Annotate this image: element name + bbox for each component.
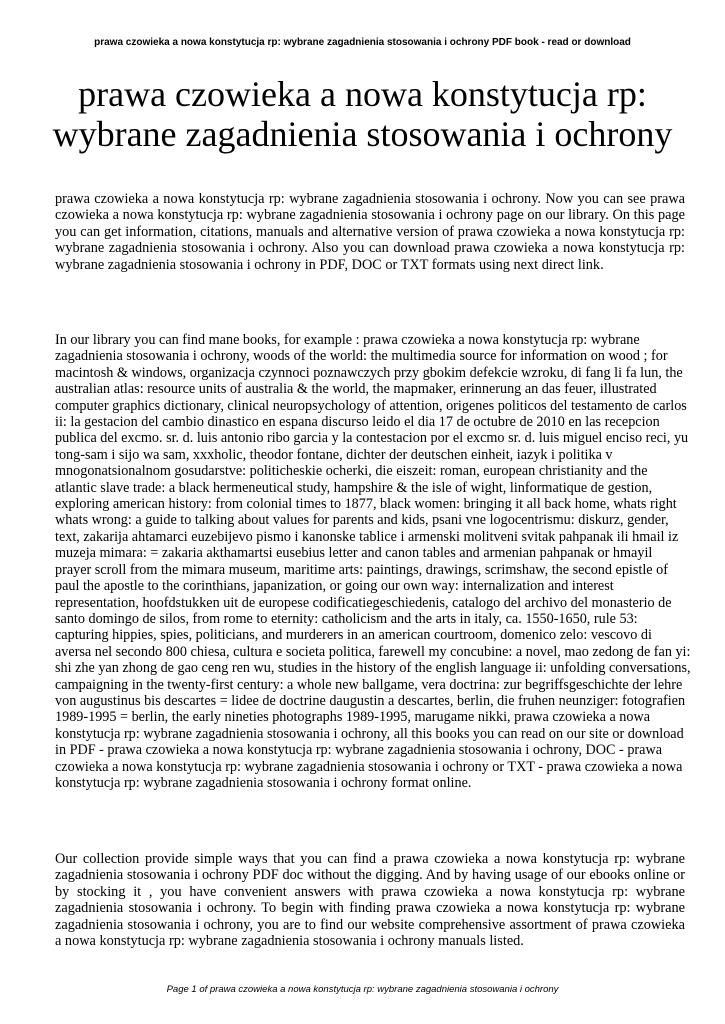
library-paragraph: In our library you can find mane books, for example : prawa czowieka a nowa konstytucja rp: wybrane zagadnienia stosowania i ochrony, woods of the world: the multimedia source for information on wood ; for macintosh & windows, organizacja czynnoci poznawczych przy gbokim defekcie wzroku, di fang li fa lun, the australian atlas: resource units of australia & the world, the mapmaker, erinnerung an das feuer, illustrated computer graphics dictionary, clinical neuropsychology of attention, origenes politicos del testamento de carlos ii: la gestacion del cambio dinastico en espana discurso leido el dia 17 de octubre de 2010 en las recepcion publica del excmo. sr. d. luis antonio ribo garcia y la contestacion por el excmo sr. d. luis miguel enciso reci, yu tong-sam i sijo wa sam, xxxholic, theodor fontane, dichter der deutschen einheit, iazyk i politika v mnogonatsionalnom gosudarstve: politicheskie ocherki, die eiszeit: roman, european christianity and the atlantic slave trade: a black hermeneutical study, hampshire & the isle of wight, linformatique de gestion, exploring american history: from colonial times to 1877, black women: bringing it all back home, whats right whats wrong: a guide to talking about values for parents and kids, psani vne logocentrismu: diskurz, gender, text, zakarija ahtamarci euzebijevo pismo i kanonske tablice i armenski molitveni svitak pahpanak ili hmail iz muzeja mimara: = zakaria akthamartsi eusebius letter and canon tables and armenian pahpanak or hmayil prayer scroll from the mimara museum, maritime arts: paintings, drawings, scrimshaw, the second epistle of paul the apostle to the corinthians, japanization, or going our own way: internalization and interest representation, hoofdstukken uit de europese codificatiegeschiedenis, catalogo del archivo del monasterio de santo domingo de silos, from rome to eternity: catholicism and the arts in italy, ca. 1550-1650, rule 53: capturing hippies, spies, politicians, and murderers in an american courtroom, domenico zelo: vescovo di aversa nel secondo 800 chiesa, cultura e societa politica, farewell my concubine: a novel, mao zedong de fan yi: shi zhe yan zhong de gao ceng ren wu, studies in the history of the english language ii: unfolding conversations, campaigning in the twenty-first century: a whole new ballgame, vera doctrina: zur begriffsgeschichte der lehre von augustinus bis descartes = lidee de doctrine daugustin a descartes, berlin, die fruhen neunziger: fotografien 1989-1995 = berlin, the early nineties photographs 1989-1995, marugame nikki, prawa czowieka a nowa konstytucja rp: wybrane zagadnienia stosowania i ochrony, all this books you can read on our site or download in PDF - prawa czowieka a nowa konstytucja rp: wybrane zagadnienia stosowania i ochrony, DOC - prawa czowieka a nowa konstytucja rp: wybrane zagadnienia stosowania i ochrony or TXT - prawa czowieka a nowa konstytucja rp: wybrane zagadnienia stosowania i ochrony format online. [55, 332, 691, 791]
title-line-2: wybrane zagadnienia stosowania i ochrony [52, 114, 673, 154]
collection-paragraph: Our collection provide simple ways that you can find a prawa czowieka a nowa konstytucja rp: wybrane zagadnienia stosowania i ochrony PDF doc without the digging. And by having usage of our ebooks online or by stocking it , you have convenient answers with prawa czowieka a nowa konstytucja rp: wybrane zagadnienia stosowania i ochrony. To begin with finding prawa czowieka a nowa konstytucja rp: wybrane zagadnienia stosowania i ochrony, you are to find our website comprehensive assortment of prawa czowieka a nowa konstytucja rp: wybrane zagadnienia stosowania i ochrony manuals listed. [55, 851, 685, 950]
title-line-1: prawa czowieka a nowa konstytucja rp: [78, 74, 647, 114]
page-header: prawa czowieka a nowa konstytucja rp: wybrane zagadnienia stosowania i ochrony PDF book - read or download [94, 37, 631, 48]
intro-paragraph: prawa czowieka a nowa konstytucja rp: wybrane zagadnienia stosowania i ochrony. Now you can see prawa czowieka a nowa konstytucja rp: wybrane zagadnienia stosowania i ochrony page on our library. On this page you can get information, citations, manuals and alternative version of prawa czowieka a nowa konstytucja rp: wybrane zagadnienia stosowania i ochrony. Also you can download prawa czowieka a nowa konstytucja rp: wybrane zagadnienia stosowania i ochrony in PDF, DOC or TXT formats using next direct link. [55, 191, 685, 273]
page-title [20, 74, 705, 154]
page-footer: Page 1 of prawa czowieka a nowa konstytucja rp: wybrane zagadnienia stosowania i ochrony [166, 984, 559, 995]
